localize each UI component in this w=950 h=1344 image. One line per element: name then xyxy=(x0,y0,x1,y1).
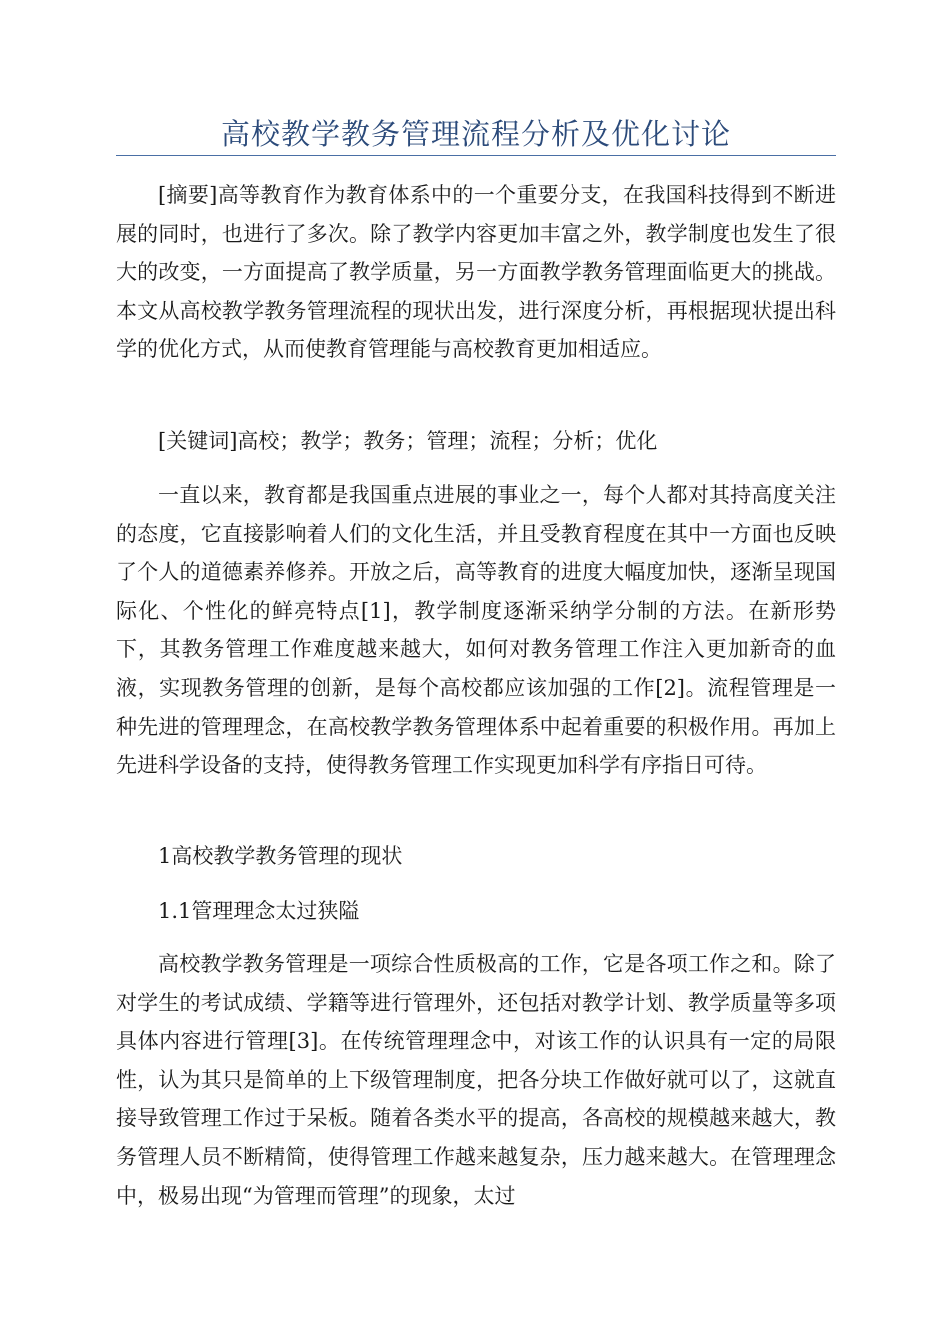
section-1-1-heading: 1.1管理理念太过狭隘 xyxy=(158,899,360,923)
intro-paragraph: 一直以来，教育都是我国重点进展的事业之一，每个人都对其持高度关注的态度，它直接影响着人们的文化生活，并且受教育程度在其中一方面也反映了个人的道德素养修养。开放之后，高等教育的进度大幅度加快，逐渐呈现国际化、个性化的鲜亮特点[1]，教学制度逐渐采纳学分制的方法。在新形势下，其教务管理工作难度越来越大，如何对教务管理工作注入更加新奇的血液，实现教务管理的创新，是每个高校都应该加强的工作[2]。流程管理是一种先进的管理理念，在高校教学教务管理体系中起着重要的积极作用。再加上先进科学设备的支持，使得教务管理工作实现更加科学有序指日可待。 xyxy=(116,483,836,778)
section-1-1-paragraph: 高校教学教务管理是一项综合性质极高的工作，它是各项工作之和。除了对学生的考试成绩、学籍等进行管理外，还包括对教学计划、教学质量等多项具体内容进行管理[3]。在传统管理理念中，对该工作的认识具有一定的局限性，认为其只是简单的上下级管理制度，把各分块工作做好就可以了，这就直接导致管理工作过于呆板。随着各类水平的提高，各高校的规模越来越大，教务管理人员不断精简，使得管理工作越来越复杂，压力越来越大。在管理理念中，极易出现“为管理而管理”的现象，太过 xyxy=(116,952,836,1208)
section-1-heading: 1高校教学教务管理的现状 xyxy=(158,844,403,868)
abstract-paragraph: [摘要]高等教育作为教育体系中的一个重要分支，在我国科技得到不断进展的同时，也进行了多次。除了教学内容更加丰富之外，教学制度也发生了很大的改变，一方面提高了教学质量，另一方面教学教务管理面临更大的挑战。本文从高校教学教务管理流程的现状出发，进行深度分析，再根据现状提出科学的优化方式，从而使教育管理能与高校教育更加相适应。 xyxy=(116,183,836,362)
title-underline xyxy=(116,155,836,156)
keywords-paragraph: [关键词]高校；教学；教务；管理；流程；分析；优化 xyxy=(158,429,658,453)
document-title: 高校教学教务管理流程分析及优化讨论 xyxy=(220,117,731,151)
